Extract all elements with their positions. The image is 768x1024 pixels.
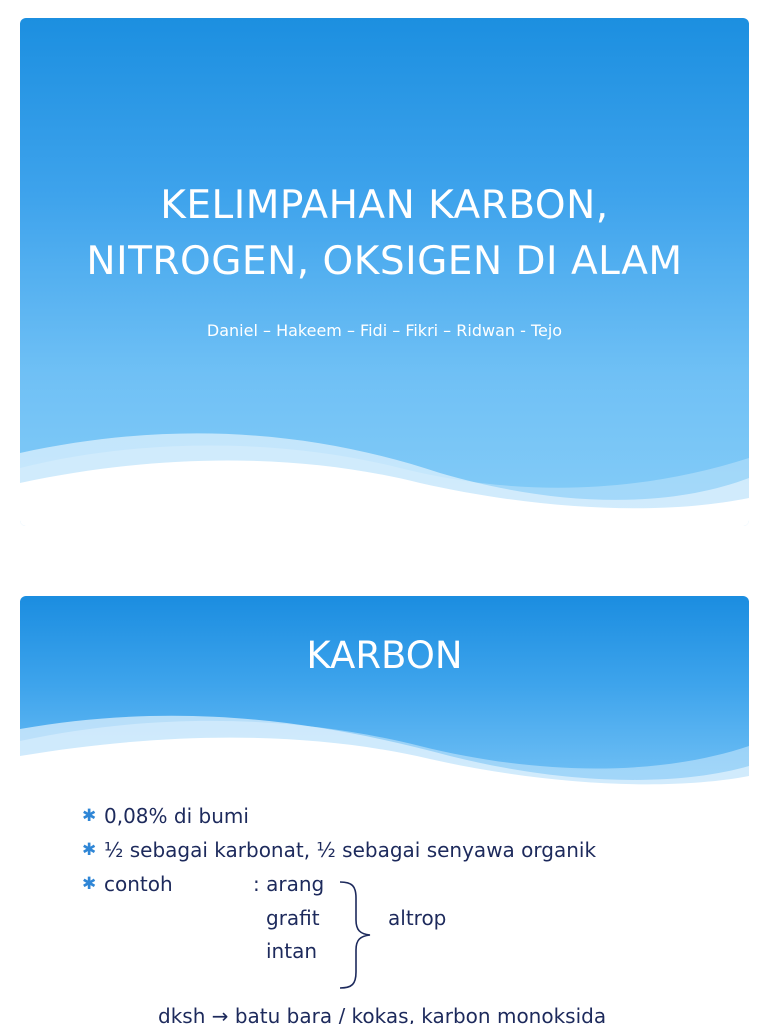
- slide-1-title-line-1: KELIMPAHAN KARBON,: [160, 183, 609, 228]
- asterisk-bullet-icon: ✱: [82, 806, 97, 826]
- title-slide: [20, 18, 749, 526]
- example-arang: : arang: [253, 872, 325, 896]
- bullet-text: ½ sebagai karbonat, ½ sebagai senyawa organik: [104, 838, 597, 862]
- bullet-text: 0,08% di bumi: [104, 804, 249, 828]
- karbon-slide: [20, 596, 749, 1024]
- slide-1-subtitle: Daniel – Hakeem – Fidi – Fikri – Ridwan - Tejo: [206, 321, 563, 340]
- brace-label-altrop: altrop: [388, 906, 447, 930]
- bullet-text: contoh: [104, 872, 173, 896]
- example-intan: intan: [266, 939, 318, 963]
- slide-1-title: [20, 178, 749, 290]
- slide-2-title: KARBON: [306, 634, 463, 677]
- example-grafit: grafit: [266, 906, 320, 930]
- footer-text: dksh → batu bara / kokas, karbon monoksida: [158, 1004, 607, 1024]
- slide-1-wave-decoration: [20, 398, 749, 526]
- slide-2-wave-decoration: [20, 701, 749, 801]
- asterisk-bullet-icon: ✱: [82, 840, 97, 860]
- asterisk-bullet-icon: ✱: [82, 874, 97, 894]
- curly-brace-icon: [338, 880, 378, 990]
- slide-1-title-line-2: NITROGEN, OKSIGEN DI ALAM: [86, 239, 683, 284]
